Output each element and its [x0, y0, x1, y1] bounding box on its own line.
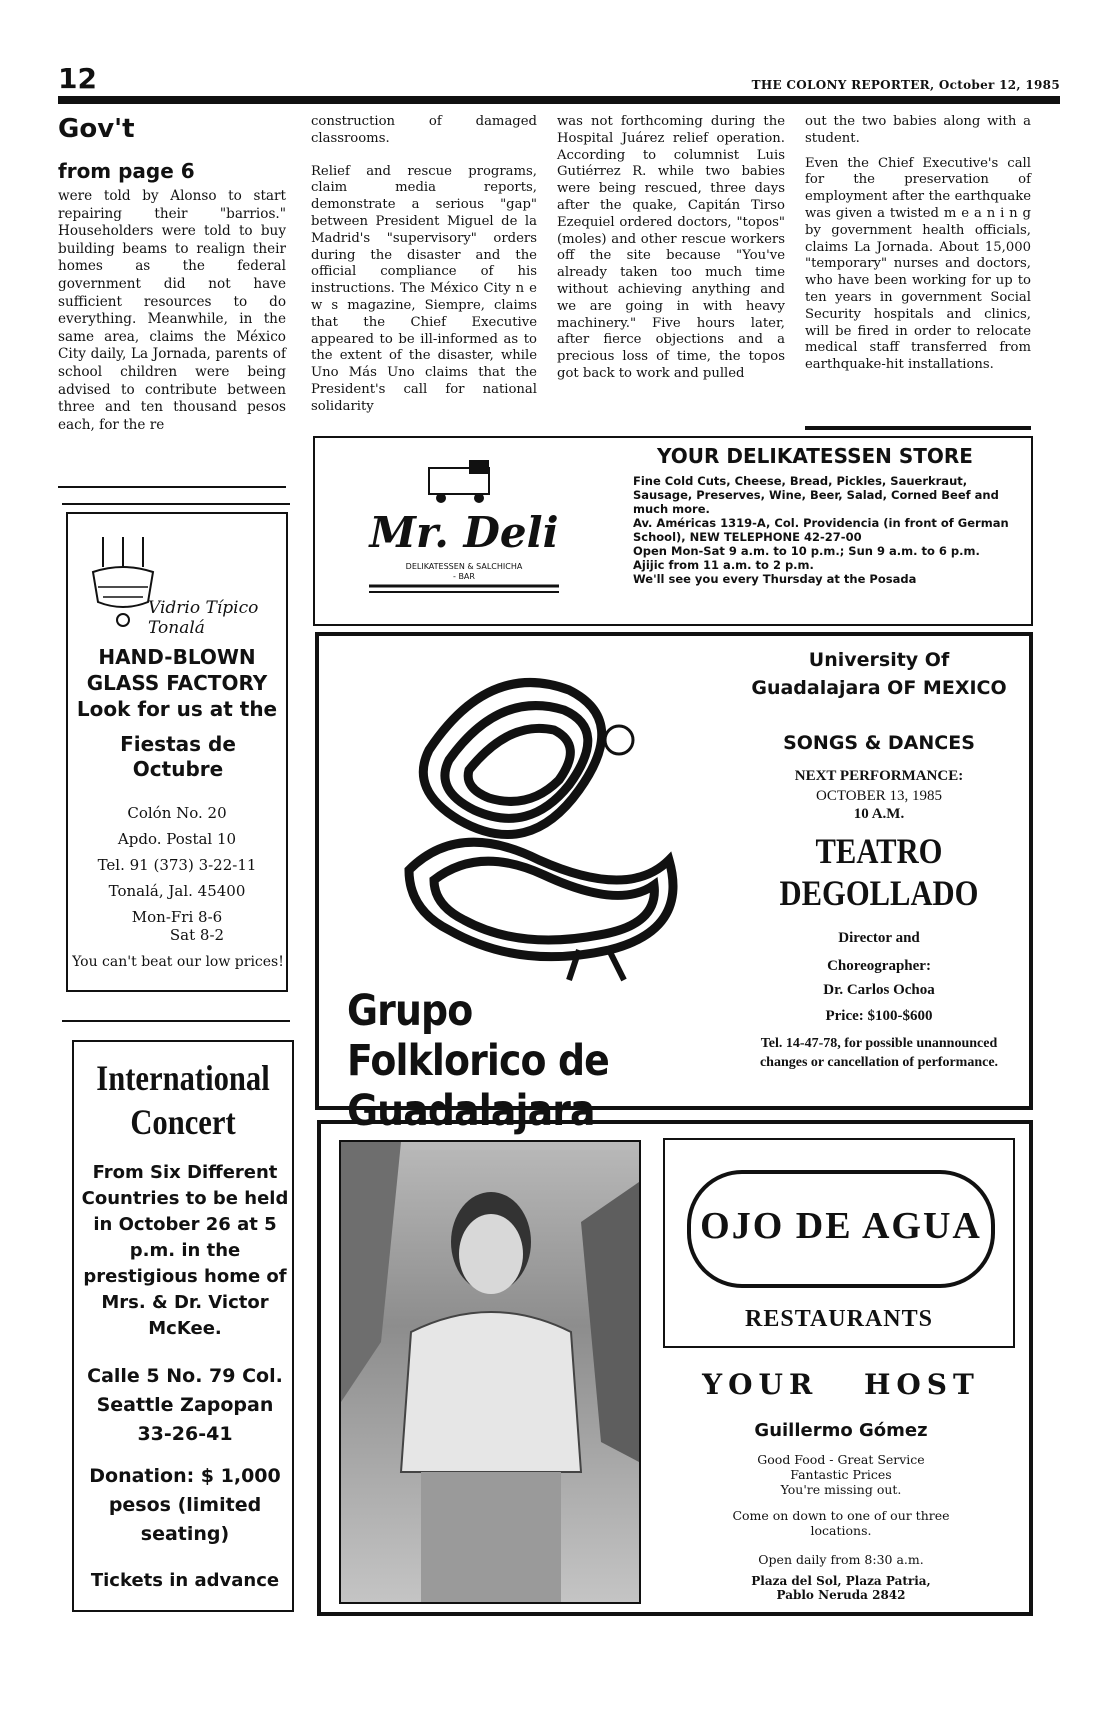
folk-price: Price: $100-$600 — [825, 1008, 933, 1024]
deli-line-4: Ajijic from 11 a.m. to 2 p.m. — [633, 558, 814, 572]
glass-headline: HAND-BLOWN GLASS FACTORY Look for us at the — [76, 645, 278, 721]
folk-date: OCTOBER 13, 1985 — [816, 788, 942, 804]
restaurant-logo-box — [663, 1138, 1015, 1348]
concert-tickets: Tickets in advance — [90, 1570, 280, 1591]
folk-director-label: Director and Choreographer: — [827, 930, 931, 974]
article-continuation: from page 6 — [58, 159, 195, 183]
top-rule — [58, 96, 1060, 104]
article-col-2 — [311, 114, 537, 424]
rule-col4 — [805, 426, 1031, 430]
dancer-illustration — [369, 650, 709, 990]
deli-line-1: Fine Cold Cuts, Cheese, Bread, Pickles, Sauerkraut, Sausage, Preserves, Wine, Beer, Salad, Corned Beef and much more. — [633, 474, 999, 516]
restaurant-tag-2: Fantastic Prices — [790, 1467, 892, 1482]
restaurant-host-label: YOUR HOST — [702, 1368, 980, 1401]
restaurant-ad — [317, 1120, 1033, 1616]
restaurant-taglines — [661, 1452, 1021, 1497]
glass-address-2: Apdo. Postal 10 — [117, 830, 237, 848]
concert-donation: Donation: $ 1,000 pesos (limited seating) — [89, 1465, 281, 1545]
deli-ad — [313, 436, 1033, 626]
article-text-1: were told by Alonso to start repairing their "barrios." Householders were told to buy building beams to realign their homes as the federal government did not have sufficient resources to do everything. Meanwhile, in the same area, claims the México City daily, La Jornada, parents of school children were being advised to contribute between three and ten thousand pesos each, for the re — [58, 188, 286, 433]
deli-details — [633, 474, 1023, 586]
deli-line-3: Open Mon-Sat 9 a.m. to 10 p.m.; Sun 9 a.m. to 6 p.m. — [633, 544, 980, 558]
article-text-2b: Relief and rescue programs, claim media reports, demonstrate a serious "gap" between President Miguel de la Madrid's "supervisory" orders during the disaster and the official compliance of his instructions. The México City n e w s magazine, Siempre, claims that the Chief Executive appeared to be ill-informed as to the extent of the disaster, while Uno Más Uno claims that the President's call for national solidarity — [311, 163, 537, 414]
restaurant-tag-3: You're missing out. — [780, 1482, 902, 1497]
glass-phone: Tel. 91 (373) 3-22-11 — [97, 856, 257, 874]
article-text-2a: construction of damaged classrooms. — [311, 114, 537, 146]
restaurant-locations: Plaza del Sol, Plaza Patria, Pablo Neruda 2842 — [751, 1574, 931, 1602]
restaurant-tag-1: Good Food - Great Service — [757, 1452, 925, 1467]
folk-venue: TEATRO DEGOLLADO — [779, 831, 979, 913]
folk-university: University Of Guadalajara OF MEXICO — [751, 649, 1007, 699]
deli-logo-name: Mr. Deli — [369, 508, 559, 557]
folk-ad — [315, 632, 1033, 1136]
restaurant-host: Guillermo Gómez — [754, 1420, 928, 1441]
rule-glass-top — [62, 503, 290, 505]
restaurant-name-cloud — [687, 1170, 995, 1288]
article-text-4a: out the two babies along with a student. — [805, 114, 1031, 146]
deli-line-2: Av. Américas 1319-A, Col. Providencia (in front of German School), NEW TELEPHONE 42-27-00 — [633, 516, 1009, 544]
article-col-4 — [805, 114, 1031, 382]
folk-director: Dr. Carlos Ochoa — [823, 982, 935, 998]
rule-col1 — [58, 486, 286, 488]
glass-logo — [78, 532, 278, 642]
glass-hours-2: Sat 8-2 — [169, 926, 225, 944]
deli-logo-sub: DELIKATESSEN & SALCHICHA - BAR — [405, 562, 523, 581]
glass-event: Fiestas de Octubre — [120, 732, 236, 781]
folk-phone: Tel. 14-47-78, for possible unannounced changes or cancellation of performance. — [759, 1036, 999, 1070]
masthead: THE COLONY REPORTER, October 12, 1985 — [751, 78, 1060, 92]
article-col-1 — [58, 114, 286, 434]
concert-address: Calle 5 No. 79 Col. Seattle Zapopan 33-26-41 — [87, 1365, 283, 1445]
article-text-4b: Even the Chief Executive's call for the preservation of employment after the earthquake was given a twisted m e a n i n g by government health officials, claims La Jornada. About 15,000 "temporary" nurses and doctors, who have been working for up to ten years in government Social Security hospitals and clinics, will be fired in order to relocate medical staff transferred from earthquake-hit installations. — [805, 155, 1031, 373]
concert-title: International Concert — [96, 1058, 270, 1142]
host-photo — [339, 1140, 641, 1604]
glass-logo-text: Vidrio Típico Tonalá — [148, 598, 259, 638]
article-text-3: was not forthcoming during the Hospital Juárez relief operation. According to columnist Luis Gutiérrez R. while two babies were being rescued, three days after the quake, Capitán Tirso Ezequiel ordered doctors, "topos" (moles) and other rescue workers off the site because "You've already taken too much time without achieving anything and we are going in with heavy machinery." Five hours later, after fierce objections and a precious loss of time, the topos got back to work and pulled — [557, 114, 785, 381]
deli-line-5: We'll see you every Thursday at the Posada — [633, 572, 917, 586]
concert-body: From Six Different Countries to be held in October 26 at 5 p.m. in the prestigious home of Mrs. & Dr. Victor McKee. — [81, 1162, 289, 1339]
restaurant-type: RESTAURANTS — [745, 1306, 933, 1332]
restaurant-name: OJO DE AGUA — [700, 1205, 982, 1247]
article-col-3 — [557, 114, 785, 391]
folk-time: 10 A.M. — [853, 806, 905, 822]
glass-hours-1: Mon-Fri 8-6 — [131, 908, 223, 926]
deli-logo — [349, 458, 579, 608]
page-number: 12 — [58, 62, 97, 95]
folk-group-name: Grupo Folklorico de Guadalajara — [347, 986, 609, 1136]
concert-ad — [72, 1040, 294, 1612]
restaurant-open: Open daily from 8:30 a.m. — [758, 1552, 924, 1567]
folk-show: SONGS & DANCES — [783, 732, 975, 754]
folk-next: NEXT PERFORMANCE: — [794, 768, 964, 784]
glass-slogan: You can't beat our low prices! — [72, 954, 284, 970]
glass-city: Tonalá, Jal. 45400 — [108, 882, 246, 900]
article-headline: Gov't — [58, 114, 135, 144]
glass-address-1: Colón No. 20 — [127, 804, 227, 822]
glass-ad — [66, 512, 288, 992]
deli-title: YOUR DELIKATESSEN STORE — [657, 444, 973, 468]
restaurant-come: Come on down to one of our three locations. — [732, 1508, 950, 1538]
rule-glass-bottom — [62, 1020, 290, 1022]
person-silhouette — [341, 1142, 639, 1602]
